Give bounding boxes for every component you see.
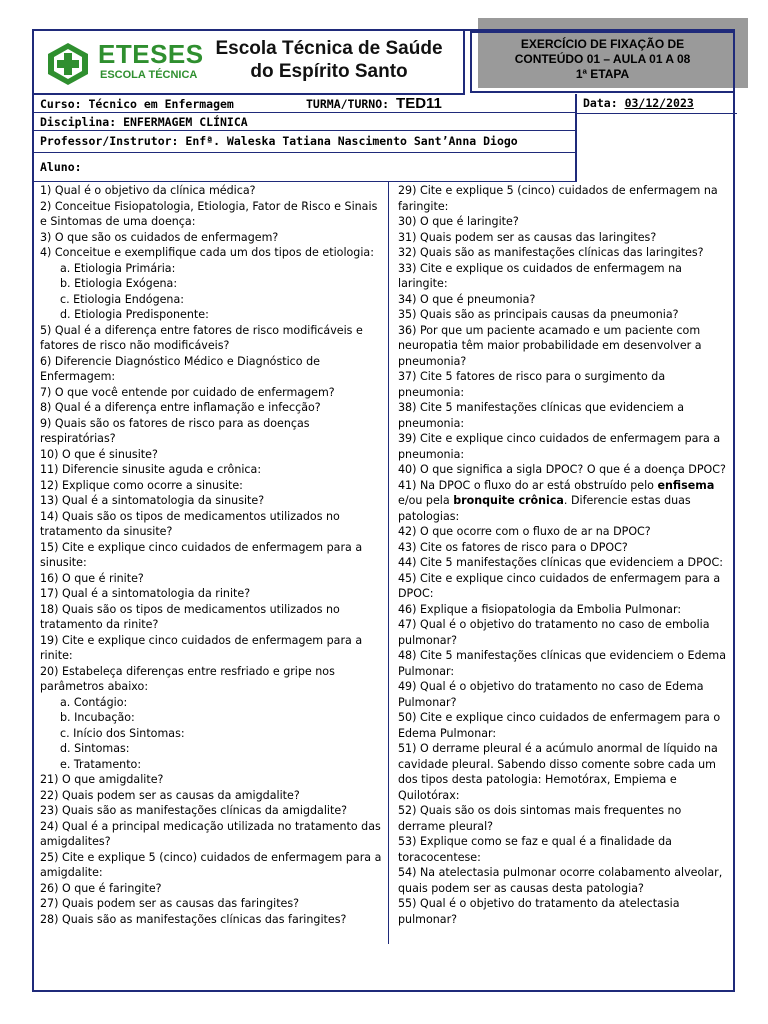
- question-item: 15) Cite e explique cinco cuidados de enfermagem para a sinusite:: [40, 540, 363, 569]
- question-item: 39) Cite e explique cinco cuidados de enfermagem para a pneumonia:: [398, 432, 721, 461]
- question-item: 2) Conceitue Fisiopatologia, Etiologia, Fator de Risco e Sinais e Sintomas de uma doença:: [40, 199, 378, 228]
- turma-value: TED11: [396, 95, 442, 112]
- curso-text: Curso: Técnico em Enfermagem: [40, 97, 234, 111]
- exercise-title-box: [470, 31, 735, 93]
- question-item: 31) Quais podem ser as causas das laringites?: [398, 230, 657, 244]
- question-item: 1) Qual é o objetivo da clínica médica?: [40, 184, 256, 197]
- school-name-line1: Escola Técnica de Saúde: [215, 38, 443, 59]
- question-item: 23) Quais são as manifestações clínicas da amigdalite?: [40, 804, 348, 817]
- question-item: 46) Explique a fisiopatologia da Embolia Pulmonar:: [398, 602, 682, 616]
- question-item: 50) Cite e explique cinco cuidados de enfermagem para o Edema Pulmonar:: [398, 711, 721, 740]
- q41-text-3: . Diferencie estas duas patologias:: [398, 494, 691, 523]
- eteses-logo-icon: [44, 41, 92, 87]
- question-item: 37) Cite 5 fatores de risco para o surgimento da pneumonia:: [398, 370, 666, 399]
- logo-text: ETESES: [98, 39, 204, 69]
- q41-bold-enfisema: enfisema: [657, 478, 715, 492]
- question-subitem: e. Tratamento:: [60, 757, 142, 771]
- question-item: 36) Por que um paciente acamado e um paciente com neuropatia têm maior probabilidade em desenvolver a pneumonia?: [398, 323, 702, 368]
- disciplina-text: Disciplina: ENFERMAGEM CLÍNICA: [40, 115, 248, 129]
- question-item: 25) Cite e explique 5 (cinco) cuidados de enfermagem para a amigdalite:: [40, 850, 382, 879]
- column-divider: [388, 182, 389, 944]
- question-item: 19) Cite e explique cinco cuidados de enfermagem para a rinite:: [40, 633, 363, 662]
- question-item: 24) Qual é a principal medicação utilizada no tratamento das amigdalites?: [40, 819, 381, 848]
- question-item: 12) Explique como ocorre a sinusite:: [40, 478, 243, 492]
- question-item: 55) Qual é o objetivo do tratamento da atelectasia pulmonar?: [398, 897, 680, 926]
- question-item: 20) Estabeleça diferenças entre resfriado e gripe nos parâmetros abaixo:: [40, 664, 335, 693]
- q41-bold-bronquite: bronquite crônica: [453, 494, 564, 507]
- question-item: 33) Cite e explique os cuidados de enfermagem na laringite:: [398, 261, 682, 290]
- question-subitem: d. Sintomas:: [60, 742, 130, 755]
- question-item: 10) O que é sinusite?: [40, 447, 158, 461]
- question-subitem: c. Início dos Sintomas:: [60, 726, 185, 740]
- question-subitem: b. Etiologia Exógena:: [60, 277, 178, 290]
- turma-field: [306, 95, 442, 113]
- question-item: 48) Cite 5 manifestações clínicas que evidenciem o Edema Pulmonar:: [398, 649, 726, 678]
- question-subitem: d. Etiologia Predisponente:: [60, 308, 209, 321]
- aluno-row: [34, 153, 575, 182]
- question-item: 8) Qual é a diferença entre inflamação e infecção?: [40, 401, 321, 414]
- school-name: [194, 37, 464, 83]
- professor-row: [34, 131, 575, 153]
- question-item: 4) Conceitue e exemplifique cada um dos tipos de etiologia:: [40, 246, 374, 259]
- date-box: [575, 94, 735, 182]
- question-item: 38) Cite 5 manifestações clínicas que evidenciem a pneumonia:: [398, 401, 684, 430]
- date-value: 03/12/2023: [624, 96, 694, 110]
- question-item: 53) Explique como se faz e qual é a finalidade da toracocentese:: [398, 835, 672, 864]
- school-name-line2: do Espírito Santo: [250, 61, 408, 82]
- questions-left-column: [40, 183, 384, 927]
- question-item: 3) O que são os cuidados de enfermagem?: [40, 230, 279, 244]
- question-item: 18) Quais são os tipos de medicamentos utilizados no tratamento da rinite?: [40, 602, 340, 631]
- question-item: [398, 478, 732, 525]
- question-item: 45) Cite e explique cinco cuidados de enfermagem para a DPOC:: [398, 571, 721, 600]
- logo-subtext: ESCOLA TÉCNICA: [100, 69, 198, 81]
- question-item: 47) Qual é o objetivo do tratamento no caso de embolia pulmonar?: [398, 618, 710, 647]
- school-header: [34, 31, 465, 95]
- question-item: 43) Cite os fatores de risco para o DPOC?: [398, 540, 628, 554]
- turma-label: TURMA/TURNO:: [306, 97, 390, 111]
- question-item: 16) O que é rinite?: [40, 571, 144, 585]
- q41-text-1: 41) Na DPOC o fluxo do ar está obstruído pelo: [398, 478, 658, 492]
- questions-right-column: [398, 183, 732, 927]
- question-item: 26) O que é faringite?: [40, 881, 162, 895]
- question-item: 35) Quais são as principais causas da pneumonia?: [398, 308, 679, 321]
- question-item: 44) Cite 5 manifestações clínicas que evidenciem a DPOC:: [398, 556, 723, 569]
- question-item: 14) Quais são os tipos de medicamentos utilizados no tratamento da sinusite?: [40, 509, 340, 538]
- question-item: 21) O que amigdalite?: [40, 773, 164, 786]
- question-item: 22) Quais podem ser as causas da amigdalite?: [40, 788, 300, 802]
- question-item: 34) O que é pneumonia?: [398, 292, 536, 306]
- question-item: 54) Na atelectasia pulmonar ocorre colabamento alveolar, quais podem ser as causas desta patologia?: [398, 866, 723, 895]
- aluno-label: Aluno:: [40, 160, 82, 174]
- date-separator: [577, 113, 737, 114]
- question-item: 32) Quais são as manifestações clínicas das laringites?: [398, 246, 704, 259]
- exercise-title-line3: 1ª ETAPA: [575, 67, 630, 81]
- question-item: 28) Quais são as manifestações clínicas das faringites?: [40, 912, 347, 926]
- question-item: 6) Diferencie Diagnóstico Médico e Diagnóstico de Enfermagem:: [40, 354, 320, 383]
- question-item: 7) O que você entende por cuidado de enfermagem?: [40, 385, 335, 399]
- question-subitem: a. Etiologia Primária:: [60, 261, 176, 275]
- question-item: 52) Quais são os dois sintomas mais frequentes no derrame pleural?: [398, 804, 682, 833]
- date-label: Data:: [583, 96, 618, 110]
- question-item: 30) O que é laringite?: [398, 215, 519, 228]
- question-item: 51) O derrame pleural é a acúmulo anormal de líquido na cavidade pleural. Sabendo disso comente sobre cada um dos tipos desta patologia: Hemotórax, Empiema e Quilotórax:: [398, 742, 718, 802]
- exercise-title-line1: EXERCÍCIO DE FIXAÇÃO DE: [520, 37, 685, 51]
- disciplina-row: [34, 113, 575, 131]
- question-subitem: b. Incubação:: [60, 711, 135, 724]
- question-item: 5) Qual é a diferença entre fatores de risco modificáveis e fatores de risco não modificáveis?: [40, 323, 363, 352]
- question-item: 42) O que ocorre com o fluxo de ar na DPOC?: [398, 525, 651, 538]
- curso-row: [34, 95, 575, 113]
- q41-text-2: e/ou pela: [398, 494, 454, 507]
- question-item: 29) Cite e explique 5 (cinco) cuidados de enfermagem na faringite:: [398, 184, 718, 213]
- question-item: 27) Quais podem ser as causas das faringites?: [40, 897, 300, 910]
- question-item: 13) Qual é a sintomatologia da sinusite?: [40, 494, 265, 507]
- exercise-title-line2: CONTEÚDO 01 – AULA 01 A 08: [514, 52, 691, 66]
- question-item: 40) O que significa a sigla DPOC? O que é a doença DPOC?: [398, 463, 726, 476]
- question-subitem: c. Etiologia Endógena:: [60, 292, 185, 306]
- question-item: 11) Diferencie sinusite aguda e crônica:: [40, 463, 262, 476]
- professor-text: Professor/Instrutor: Enfª. Waleska Tatiana Nascimento Sant’Anna Diogo: [40, 134, 518, 148]
- document-frame: [32, 29, 735, 992]
- question-subitem: a. Contágio:: [60, 695, 128, 709]
- question-item: 49) Qual é o objetivo do tratamento no caso de Edema Pulmonar?: [398, 680, 704, 709]
- question-item: 17) Qual é a sintomatologia da rinite?: [40, 587, 251, 600]
- question-item: 9) Quais são os fatores de risco para as doenças respiratórias?: [40, 416, 310, 445]
